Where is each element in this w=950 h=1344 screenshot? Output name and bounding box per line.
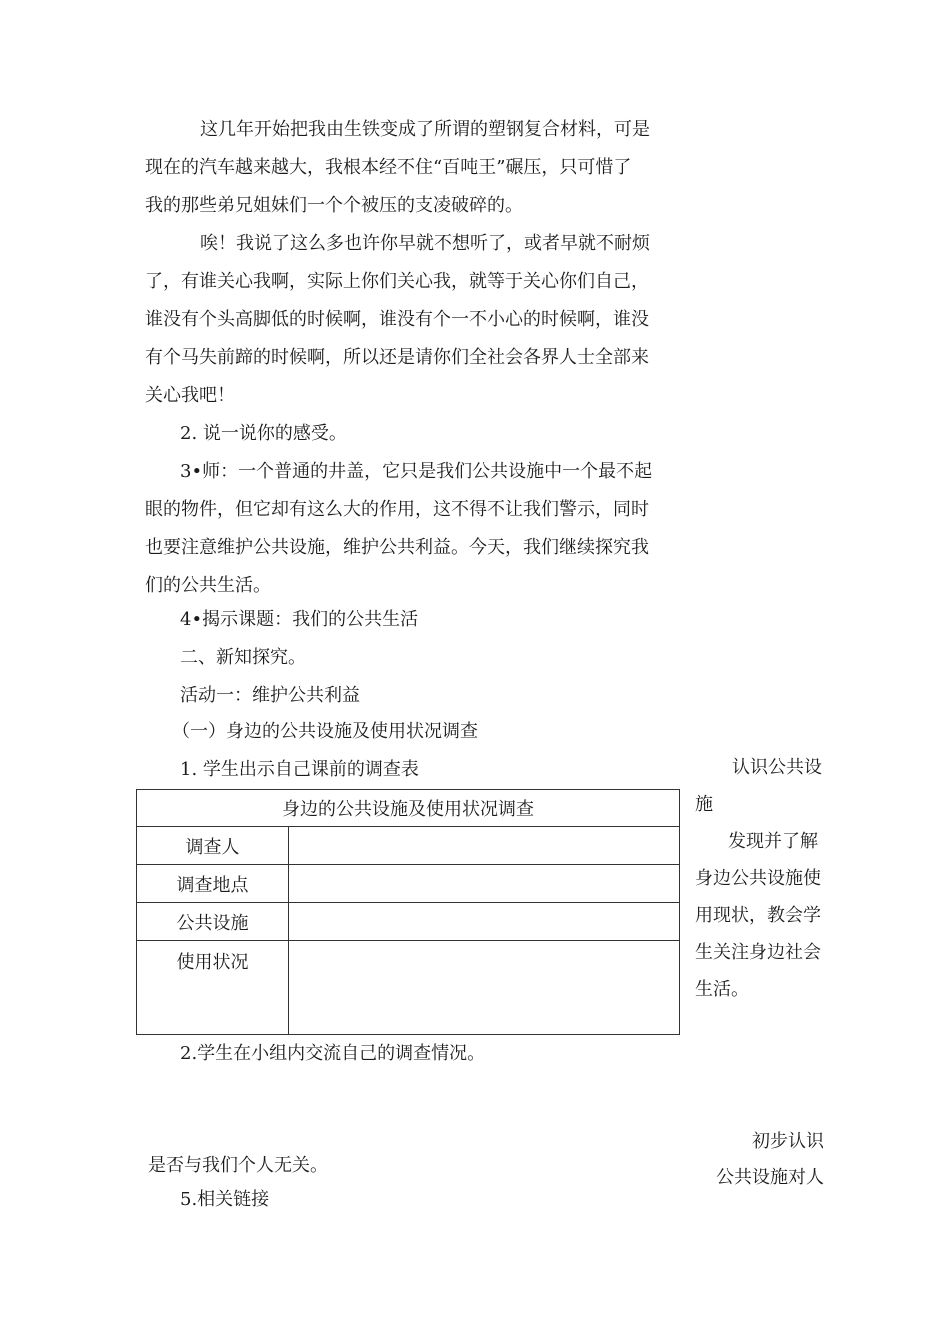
- table-title: 身边的公共设施及使用状况调查: [137, 790, 680, 827]
- paragraph-line: 关心我吧！: [145, 385, 235, 406]
- side-note-line: 生关注身边社会: [695, 942, 821, 963]
- table-row: [137, 827, 680, 865]
- side-note-line: 发现并了解: [728, 831, 818, 852]
- row-value: [289, 903, 680, 941]
- list-item: 2.学生在小组内交流自己的调查情况。: [180, 1043, 486, 1064]
- row-label: 调查地点: [137, 865, 289, 903]
- section-heading: 二、新知探究。: [180, 647, 306, 668]
- paragraph-line: 我的那些弟兄姐妹们一个个被压的支凌破碎的。: [145, 195, 523, 216]
- activity-heading: 活动一：维护公共利益: [180, 685, 360, 706]
- side-note-line: 初步认识: [752, 1131, 824, 1152]
- row-value: [289, 865, 680, 903]
- row-label: 公共设施: [137, 903, 289, 941]
- paragraph-line: 眼的物件，但它却有这么大的作用，这不得不让我们警示，同时: [145, 499, 649, 520]
- list-item: 2. 说一说你的感受。: [180, 423, 347, 444]
- sub-heading: （一）身边的公共设施及使用状况调查: [172, 721, 478, 742]
- paragraph-line: 这几年开始把我由生铁变成了所谓的塑钢复合材料，可是: [200, 119, 650, 140]
- side-note-line: 认识公共设: [732, 757, 822, 778]
- row-value: [289, 941, 680, 1035]
- paragraph-line: 谁没有个头高脚低的时候啊，谁没有个一不小心的时候啊，谁没: [145, 309, 649, 330]
- row-label: 调查人: [137, 827, 289, 865]
- side-note-line: 生活。: [695, 979, 749, 1000]
- side-note-line: 用现状，教会学: [695, 905, 821, 926]
- table-row: [137, 865, 680, 903]
- table-row: [137, 903, 680, 941]
- survey-table: [136, 789, 680, 1035]
- paragraph-line: 也要注意维护公共设施，维护公共利益。今天，我们继续探究我: [145, 537, 649, 558]
- list-item: 1. 学生出示自己课前的调查表: [180, 759, 419, 780]
- paragraph-line: 们的公共生活。: [145, 575, 271, 596]
- side-note-line: 施: [695, 794, 713, 815]
- row-label-text: 使用状况: [176, 952, 249, 973]
- list-item: 4•揭示课题：我们的公共生活: [180, 609, 419, 630]
- paragraph-line: 了，有谁关心我啊，实际上你们关心我，就等于关心你们自己，: [145, 271, 649, 292]
- list-item: 5.相关链接: [180, 1189, 270, 1210]
- paragraph-line: 3•师：一个普通的井盖，它只是我们公共设施中一个最不起: [180, 461, 653, 482]
- paragraph-line: 是否与我们个人无关。: [148, 1155, 328, 1176]
- paragraph-line: 现在的汽车越来越大，我根本经不住“百吨王”碾压，只可惜了: [145, 157, 632, 178]
- table-row: [137, 941, 680, 1035]
- row-label: [137, 941, 289, 1035]
- paragraph-line: 唉！我说了这么多也许你早就不想听了，或者早就不耐烦: [200, 233, 650, 254]
- paragraph-line: 有个马失前蹄的时候啊，所以还是请你们全社会各界人士全部来: [145, 347, 649, 368]
- row-value: [289, 827, 680, 865]
- side-note-line: 身边公共设施使: [695, 868, 821, 889]
- side-note-line: 公共设施对人: [716, 1167, 824, 1188]
